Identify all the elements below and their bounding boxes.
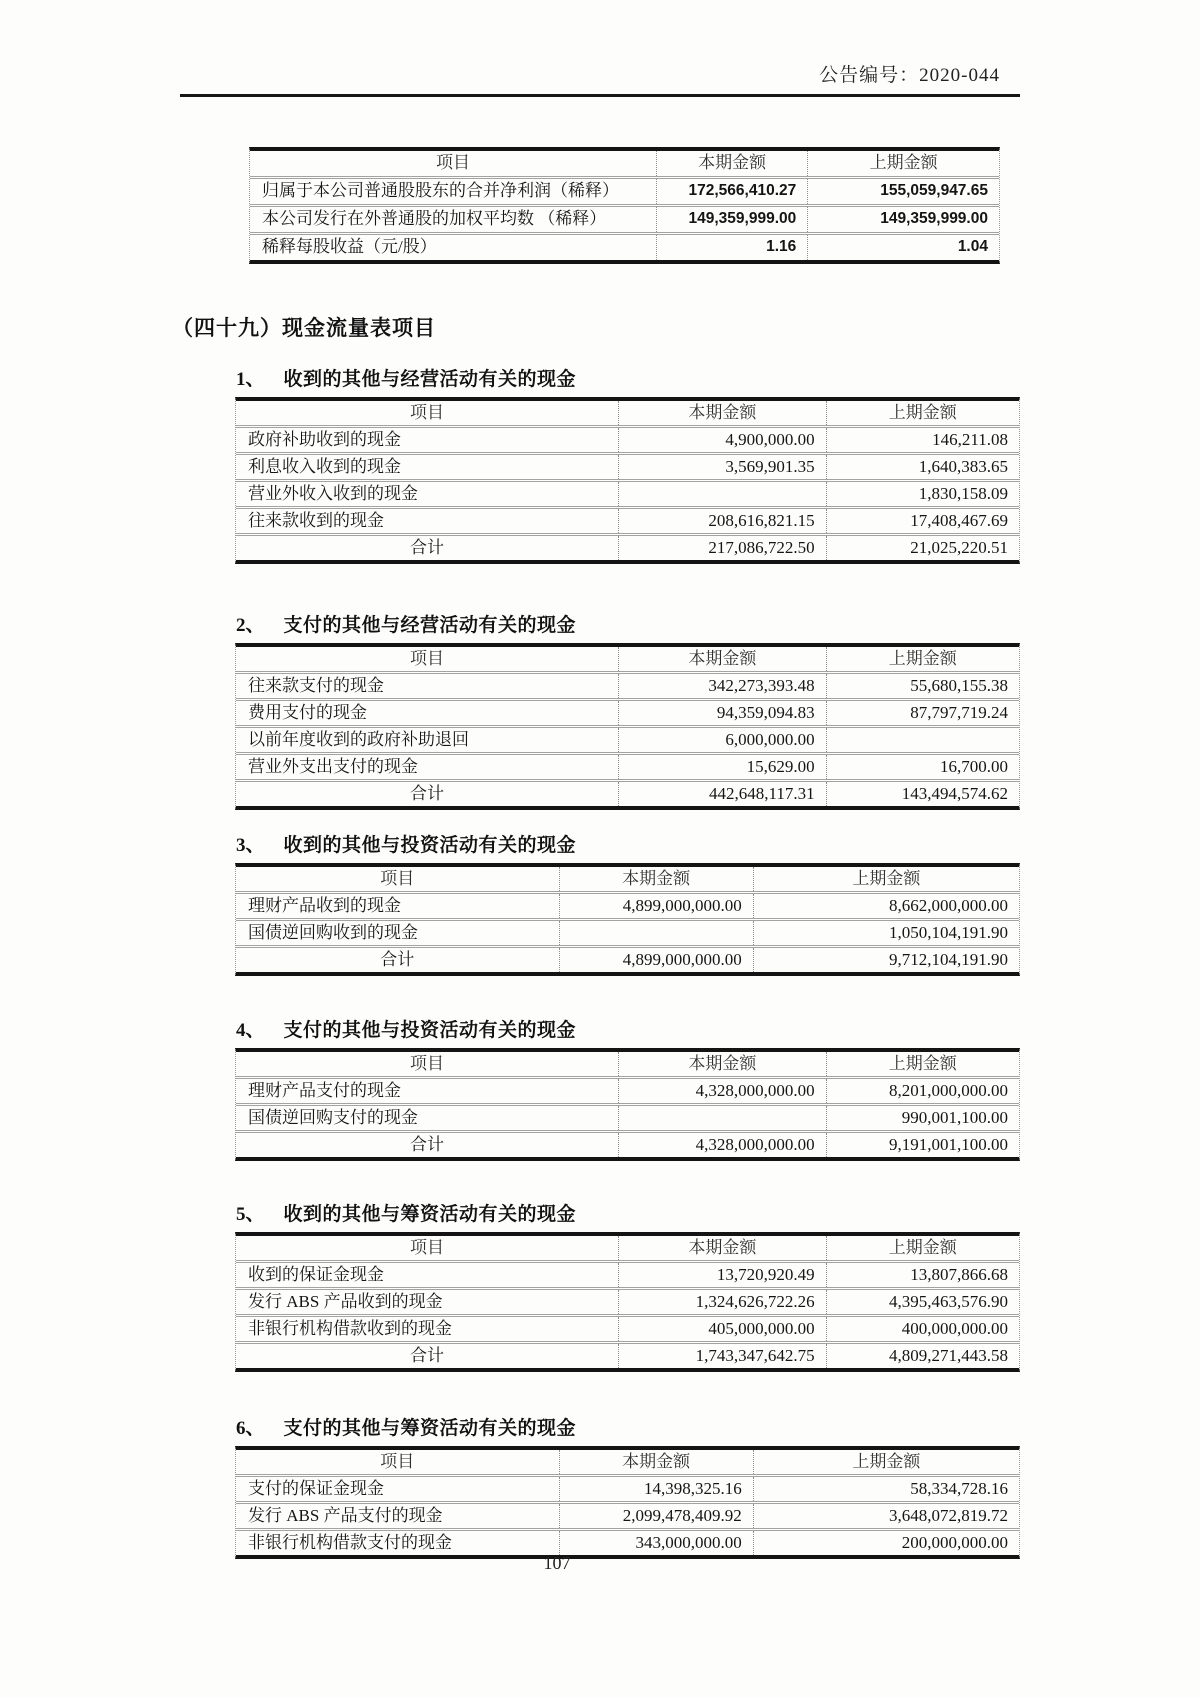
item-label: 国债逆回购收到的现金 — [248, 923, 418, 942]
table-row — [236, 918, 1019, 945]
prior-amount: 1,830,158.09 — [826, 482, 1019, 506]
current-amount: 1,324,626,722.26 — [618, 1290, 825, 1314]
item-label: 营业外收入收到的现金 — [248, 484, 418, 503]
item-label: 政府补助收到的现金 — [248, 430, 401, 449]
table-header-row — [236, 401, 1019, 425]
current-amount: 4,328,000,000.00 — [618, 1133, 825, 1157]
total-label: 合计 — [410, 1346, 445, 1365]
prior-amount: 149,359,999.00 — [807, 207, 999, 232]
column-header-current: 本期金额 — [559, 1450, 753, 1474]
current-amount: 149,359,999.00 — [656, 207, 807, 232]
table-row — [236, 1314, 1019, 1341]
total-row — [236, 945, 1019, 972]
prior-amount: 990,001,100.00 — [826, 1106, 1019, 1130]
table-row — [236, 725, 1019, 752]
column-header-item: 项目 — [435, 153, 470, 172]
header-rule — [180, 94, 1020, 97]
total-row — [236, 1130, 1019, 1157]
column-header-prior: 上期金额 — [753, 1450, 1019, 1474]
table-row — [236, 1474, 1019, 1501]
item-label: 发行 ABS 产品支付的现金 — [248, 1506, 443, 1525]
table-header-row — [236, 647, 1019, 671]
subsection-title: 支付的其他与经营活动有关的现金 — [283, 615, 577, 636]
item-label: 收到的保证金现金 — [248, 1265, 384, 1284]
current-amount: 4,899,000,000.00 — [559, 948, 753, 972]
prior-amount: 87,797,719.24 — [826, 701, 1019, 725]
cash-flow-table — [235, 397, 1020, 564]
prior-amount: 21,025,220.51 — [826, 536, 1019, 560]
current-amount: 4,900,000.00 — [618, 428, 825, 452]
prior-amount: 4,809,271,443.58 — [826, 1344, 1019, 1368]
item-label: 发行 ABS 产品收到的现金 — [248, 1292, 443, 1311]
column-header-item: 项目 — [410, 1238, 445, 1257]
column-header-current: 本期金额 — [618, 1236, 825, 1260]
current-amount: 14,398,325.16 — [559, 1477, 753, 1501]
current-amount: 1,743,347,642.75 — [618, 1344, 825, 1368]
prior-amount: 4,395,463,576.90 — [826, 1290, 1019, 1314]
current-amount: 405,000,000.00 — [618, 1317, 825, 1341]
column-header-prior: 上期金额 — [753, 867, 1019, 891]
table-header-row — [250, 151, 999, 176]
subsection-number: 6、 — [236, 1418, 265, 1439]
table-row — [236, 752, 1019, 779]
current-amount: 3,569,901.35 — [618, 455, 825, 479]
current-amount: 4,328,000,000.00 — [618, 1079, 825, 1103]
total-row — [236, 1341, 1019, 1368]
item-label: 营业外支出支付的现金 — [248, 757, 418, 776]
prior-amount: 8,201,000,000.00 — [826, 1079, 1019, 1103]
prior-amount: 58,334,728.16 — [753, 1477, 1019, 1501]
subsection-title: 支付的其他与筹资活动有关的现金 — [283, 1418, 577, 1439]
item-label: 稀释每股收益（元/股） — [262, 237, 437, 256]
table-row — [236, 452, 1019, 479]
column-header-prior: 上期金额 — [826, 647, 1019, 671]
prior-amount: 9,191,001,100.00 — [826, 1133, 1019, 1157]
column-header-current: 本期金额 — [559, 867, 753, 891]
subsection-heading — [236, 1417, 576, 1441]
prior-amount — [826, 728, 1019, 752]
column-header-item: 项目 — [410, 1054, 445, 1073]
prior-amount: 55,680,155.38 — [826, 674, 1019, 698]
current-amount: 208,616,821.15 — [618, 509, 825, 533]
current-amount: 4,899,000,000.00 — [559, 894, 753, 918]
table-header-row — [236, 1450, 1019, 1474]
table-row — [236, 1287, 1019, 1314]
item-label: 支付的保证金现金 — [248, 1479, 384, 1498]
subsection-heading — [236, 834, 576, 858]
table-row — [236, 1260, 1019, 1287]
cash-flow-table — [235, 1232, 1020, 1372]
total-row — [236, 779, 1019, 806]
item-label: 利息收入收到的现金 — [248, 457, 401, 476]
column-header-current: 本期金额 — [656, 151, 807, 176]
subsection-number: 1、 — [236, 369, 265, 390]
page-number: 107 — [543, 1553, 571, 1573]
current-amount: 13,720,920.49 — [618, 1263, 825, 1287]
current-amount: 217,086,722.50 — [618, 536, 825, 560]
prior-amount: 8,662,000,000.00 — [753, 894, 1019, 918]
current-amount — [618, 482, 825, 506]
column-header-prior: 上期金额 — [826, 401, 1019, 425]
prior-amount: 200,000,000.00 — [753, 1531, 1019, 1555]
cash-flow-table — [235, 863, 1020, 976]
prior-amount: 9,712,104,191.90 — [753, 948, 1019, 972]
column-header-current: 本期金额 — [618, 647, 825, 671]
column-header-item: 项目 — [410, 649, 445, 668]
cash-flow-table — [235, 1446, 1020, 1559]
prior-amount: 1,640,383.65 — [826, 455, 1019, 479]
current-amount — [559, 921, 753, 945]
prior-amount: 13,807,866.68 — [826, 1263, 1019, 1287]
item-label: 国债逆回购支付的现金 — [248, 1108, 418, 1127]
column-header-prior: 上期金额 — [826, 1236, 1019, 1260]
cash-flow-table — [235, 643, 1020, 810]
subsection-heading — [236, 368, 576, 392]
item-label: 费用支付的现金 — [248, 703, 367, 722]
table-row — [236, 891, 1019, 918]
table-row — [250, 232, 999, 260]
table-row — [236, 1501, 1019, 1528]
announcement-number: 公告编号：2020-044 — [819, 65, 1000, 86]
prior-amount: 16,700.00 — [826, 755, 1019, 779]
item-label: 归属于本公司普通股股东的合并净利润（稀释） — [262, 181, 619, 200]
column-header-item: 项目 — [380, 869, 415, 888]
diluted-eps-table — [249, 147, 1000, 264]
prior-amount: 155,059,947.65 — [807, 179, 999, 204]
subsection-heading — [236, 1019, 576, 1043]
table-row — [236, 506, 1019, 533]
subsection-heading — [236, 614, 576, 638]
current-amount: 342,273,393.48 — [618, 674, 825, 698]
table-header-row — [236, 867, 1019, 891]
total-row — [236, 533, 1019, 560]
total-label: 合计 — [410, 1135, 445, 1154]
item-label: 理财产品支付的现金 — [248, 1081, 401, 1100]
prior-amount: 400,000,000.00 — [826, 1317, 1019, 1341]
current-amount: 1.16 — [656, 235, 807, 260]
table-row — [236, 1528, 1019, 1555]
subsection-title: 收到的其他与投资活动有关的现金 — [283, 835, 577, 856]
item-label: 非银行机构借款支付的现金 — [248, 1533, 452, 1552]
section-49-heading: （四十九）现金流量表项目 — [172, 316, 436, 340]
current-amount: 343,000,000.00 — [559, 1531, 753, 1555]
current-amount: 94,359,094.83 — [618, 701, 825, 725]
table-header-row — [236, 1052, 1019, 1076]
prior-amount: 17,408,467.69 — [826, 509, 1019, 533]
prior-amount: 1,050,104,191.90 — [753, 921, 1019, 945]
item-label: 往来款收到的现金 — [248, 511, 384, 530]
current-amount — [618, 1106, 825, 1130]
table-row — [236, 698, 1019, 725]
table-row — [236, 479, 1019, 506]
table-row — [236, 671, 1019, 698]
table-row — [250, 176, 999, 204]
subsection-number: 3、 — [236, 835, 265, 856]
subsection-number: 2、 — [236, 615, 265, 636]
column-header-item: 项目 — [380, 1452, 415, 1471]
prior-amount: 1.04 — [807, 235, 999, 260]
table-row — [236, 1103, 1019, 1130]
item-label: 以前年度收到的政府补助退回 — [248, 730, 469, 749]
current-amount: 2,099,478,409.92 — [559, 1504, 753, 1528]
prior-amount: 146,211.08 — [826, 428, 1019, 452]
table-row — [236, 425, 1019, 452]
subsection-number: 5、 — [236, 1204, 265, 1225]
item-label: 非银行机构借款收到的现金 — [248, 1319, 452, 1338]
subsection-heading — [236, 1203, 576, 1227]
column-header-current: 本期金额 — [618, 1052, 825, 1076]
subsection-title: 收到的其他与筹资活动有关的现金 — [283, 1204, 577, 1225]
prior-amount: 3,648,072,819.72 — [753, 1504, 1019, 1528]
table-row — [250, 204, 999, 232]
total-label: 合计 — [380, 950, 415, 969]
item-label: 本公司发行在外普通股的加权平均数 （稀释） — [262, 209, 607, 228]
subsection-title: 支付的其他与投资活动有关的现金 — [283, 1020, 577, 1041]
prior-amount: 143,494,574.62 — [826, 782, 1019, 806]
total-label: 合计 — [410, 538, 445, 557]
current-amount: 15,629.00 — [618, 755, 825, 779]
total-label: 合计 — [410, 784, 445, 803]
current-amount: 6,000,000.00 — [618, 728, 825, 752]
current-amount: 172,566,410.27 — [656, 179, 807, 204]
table-row — [236, 1076, 1019, 1103]
item-label: 往来款支付的现金 — [248, 676, 384, 695]
current-amount: 442,648,117.31 — [618, 782, 825, 806]
column-header-item: 项目 — [410, 403, 445, 422]
subsection-title: 收到的其他与经营活动有关的现金 — [283, 369, 577, 390]
subsection-number: 4、 — [236, 1020, 265, 1041]
table-header-row — [236, 1236, 1019, 1260]
column-header-prior: 上期金额 — [826, 1052, 1019, 1076]
column-header-prior: 上期金额 — [807, 151, 999, 176]
item-label: 理财产品收到的现金 — [248, 896, 401, 915]
column-header-current: 本期金额 — [618, 401, 825, 425]
cash-flow-table — [235, 1048, 1020, 1161]
